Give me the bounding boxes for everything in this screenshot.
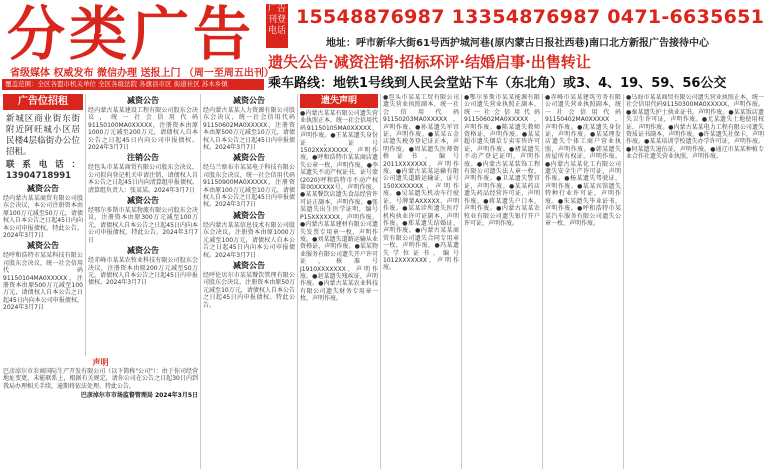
notice-signature: 巴彦淖尔市市场监督管理局 2024年3月5日 [80,392,198,400]
page-title: 分类广告 [6,0,255,68]
ad-title: 减资公告 [27,241,59,251]
notice-block [3,356,198,469]
section-header-loss-notice: 遗失声明 [300,94,378,108]
rental-text: 新城区商业街东街附近阿旺城小区居民楼4层临街办公位招租。 [6,114,80,157]
ad-text: 经内蒙古某某人力资源有限公司股东会决议，统一社会信用代码91150602MA0XXXXX，注册资本由原500万元减至10万元，请债权人自本公告之日起45日内申报债权。2024年3月7日 [203,107,295,152]
ad-title: 减资公告 [233,210,265,220]
column-divider [200,94,201,469]
ad-title: 减资公告 [233,260,265,270]
notice-list: ●赤峰市某某建筑劳务有限公司遗失营业执照副本，统一社会信用代码91150402MA0XXXXX，声明作废。●沈某遗失身份证，声明作废。●某某理发店遗失个体工商户营业执照，声明作废。●韩某遗失房屋所有权证，声明作废。●内蒙古某某化工有限公司遗失安全生产许可证，声明作废。●杨某遗失驾驶证，声明作废。●某某宾馆遗失特种行业许可证，声明作废。●朱某遗失毕业证书，声明作废。●呼和浩特市某某汽车服务有限公司遗失公章一枚，声明作废。 [545,94,621,227]
column-divider [542,94,543,469]
ad-title: 减资公告 [127,246,159,256]
column-4 [300,94,378,469]
ad-title: 减资公告 [27,184,59,193]
ad-text: 经乌兰察布市某某电子科技有限公司股东会决议，统一社会信用代码91150900MA0XXXXX，注册资本由原100万元减至10万元，请债权人自本公告之日起45日内申报债权。2024年3月7日 [203,164,295,209]
notice-list: ●鄂尔多斯市某某能源有限公司遗失营业执照正副本，统一社会信用代码91150602MA0XXXXX，声明作废。●陈某遗失教师资格证，声明作废。●某某超市遗失烟草专卖零售许可证，声明作废。●褚某遗失不动产登记证明，声明作废。●内蒙古某某装饰工程有限公司遗失法人章一枚，声明作废。●卫某遗失警官证，声明作废。●某某药店遗失药品经营许可证，声明作废。●蒋某遗失户口本，声明作废。●内蒙古某某农牧业有限公司遗失银行开户许可证，声明作废。 [464,94,540,227]
ad-text: 经赤峰市某某农牧业科技有限公司股东会决议，注册资本由原200万元减至50万元，请债权人自本公告之日起45日内申报债权。2024年3月7日 [88,257,198,287]
ad-title: 注销公告 [127,153,159,163]
column-6 [464,94,540,469]
column-divider [623,94,624,469]
ad-text: 经内蒙古某某商贸有限公司股东会决议，本公司注册资本由原100万元减至50万元，请债权人自本公告之日起45日内向本公司申报债权。特此公告。2024年3月7日 [3,195,83,240]
column-divider [297,94,298,469]
address: 地址：呼市新华大街61号西护城河巷(原内蒙古日报社西巷)南口北方新报广告接待中心 [326,38,710,49]
column-3 [203,94,295,469]
phone-label-tab: 广告刊登电话 [266,4,288,48]
bus-route: 乘车路线：地铁1号线到人民会堂站下车（东北角）或3、4、19、59、56公交 [268,76,727,91]
ad-text: 经鄂尔多斯市某某物流有限公司股东会决议，注册资本由原300万元减至100万元，请债权人自本公告之日起45日内向本公司申报债权，特此公告。2024年3月7日 [88,207,198,244]
ad-text: 经呼伦贝尔市某某餐饮管理有限公司股东会决议，注册资本由原50万元减至10万元，请债权人自本公告之日起45日内申报债权。特此公告。 [203,271,295,309]
column-7 [545,94,621,469]
ad-title: 减资公告 [233,153,265,163]
tagline: 省级媒体 权威发布 微信办理 送报上门 （周一至周五出刊） [10,68,274,79]
ad-text: 经内蒙古某某建设工程有限公司股东会决议，统一社会信用代码91150100MA0XXXXX，注册资本由原1000万元减至200万元，请债权人自本公告之日起45日内向公司申报债权。2024年3月7日 [88,107,198,152]
header [0,0,768,92]
notice-list: ●包头市某某工贸有限公司遗失营业执照副本，统一社会信用代码91150203MA0XXXXX，声明作废。●孙某遗失军官证，声明作废。●某某五金店遗失税务登记证正本，声明作废。●周某遗失医师资格证书，编号2011XXXXXXX，声明作废。●内蒙古某某运输有限公司遗失道路运输证，证号150XXXXXXX，声明作废。●吴某遗失机动车行驶证，号牌蒙AXXXXX，声明作废。●某某诊所遗失医疗机构执业许可证副本，声明作废。●郑某遗失结婚证，声明作废。●内蒙古某某商贸有限公司遗失合同专用章一枚，声明作废。●冯某遗失学位证书，编号1012XXXXXXX，声明作废。 [383,94,459,272]
phone-numbers: 15548876987 13354876987 0471-6635651 [296,6,765,28]
ad-title: 减资公告 [127,96,159,105]
service-banner: 遗失公告·减资注销·招标环评·结婚启事·出售转让 [268,53,591,71]
ad-text: 经内蒙古某某信息技术有限公司股东会决议，注册资本由原1000万元减至100万元，请债权人自本公告之日起45日内向本公司申报债权。2024年3月7日 [203,221,295,259]
ad-text: 经呼和浩特市某某科技有限公司股东会决议，统一社会信用代码91150104MA0XXXXX，注册资本由原500万元减至100万元，请债权人自本公告之日起45日内向本公司申报债权。2024年3月7日 [3,252,83,312]
rental-contact: 联系电话：13904718991 [6,160,80,181]
notice-title: 声明 [92,358,109,367]
notice-text: 巴彦淖尔市农商国际生产开发有限公司（以下简称"公司"）：由于你司经营地址变更，未能联系上，根据有关规定，请你公司在公告之日起30日内到我局办理相关手续，逾期将依法处理。特此公告。 [3,368,198,390]
section-header-rental: 广告位招租 [3,94,83,110]
ad-text: 经包头市某某商贸有限公司股东会决议，公司拟向登记机关申请注销，请债权人自本公告之日起45日内向清算组申报债权。清算组负责人：张某某。2024年3月7日 [88,164,198,194]
coverage-line: 覆盖范围：全区各盟市机关单位 全区各级法院 各旗县市区 街道社区 苏木乡镇 [2,79,264,90]
notice-list: ●乌海市某某商贸有限公司遗失营业执照正本，统一社会信用代码91150300MA0XXXXX，声明作废。●秦某遗失护士执业证书，声明作废。●某某饭店遗失卫生许可证，声明作废。●尤某遗失土地使用权证，声明作废。●内蒙古某某电力工程有限公司遗失资质证书副本，声明作废。●许某遗失社保卡，声明作废。●某某培训学校遗失办学许可证，声明作废。●何某遗失退伍证，声明作废。●通辽市某某种植专业合作社遗失营业执照，声明作废。 [626,94,764,161]
ad-title: 减资公告 [127,196,159,206]
ad-title: 减资公告 [233,96,265,105]
notice-list: ●内蒙古某某有限公司遗失营业执照正本，统一社会信用代码91150105MA0XXXXX，声明作废。●王某某遗失身份证，证号1502XXXXXXXX，声明作废。●呼和浩特市某某商店遗失公章一枚，声明作废。●李某遗失不动产权证书，证号蒙(2020)呼和浩特市不动产权第00XXXXX号，声明作废。●某某餐饮店遗失食品经营许可证正副本，声明作废。●张某遗失出生医学证明，编号P15XXXXXXX，声明作废。●内蒙古某某建材有限公司遗失发票专用章一枚，声明作废。●刘某遗失道路运输从业资格证，声明作废。●某某物业服务有限公司遗失开户许可证，核准号J1910XXXXXXX，声明作废。●赵某遗失残疾证，声明作废。●内蒙古某某农业科技有限公司遗失财务专用章一枚，声明作废。 [300,110,378,303]
column-divider [461,94,462,469]
column-5 [383,94,459,469]
column-8 [626,94,764,469]
column-divider [380,94,381,469]
